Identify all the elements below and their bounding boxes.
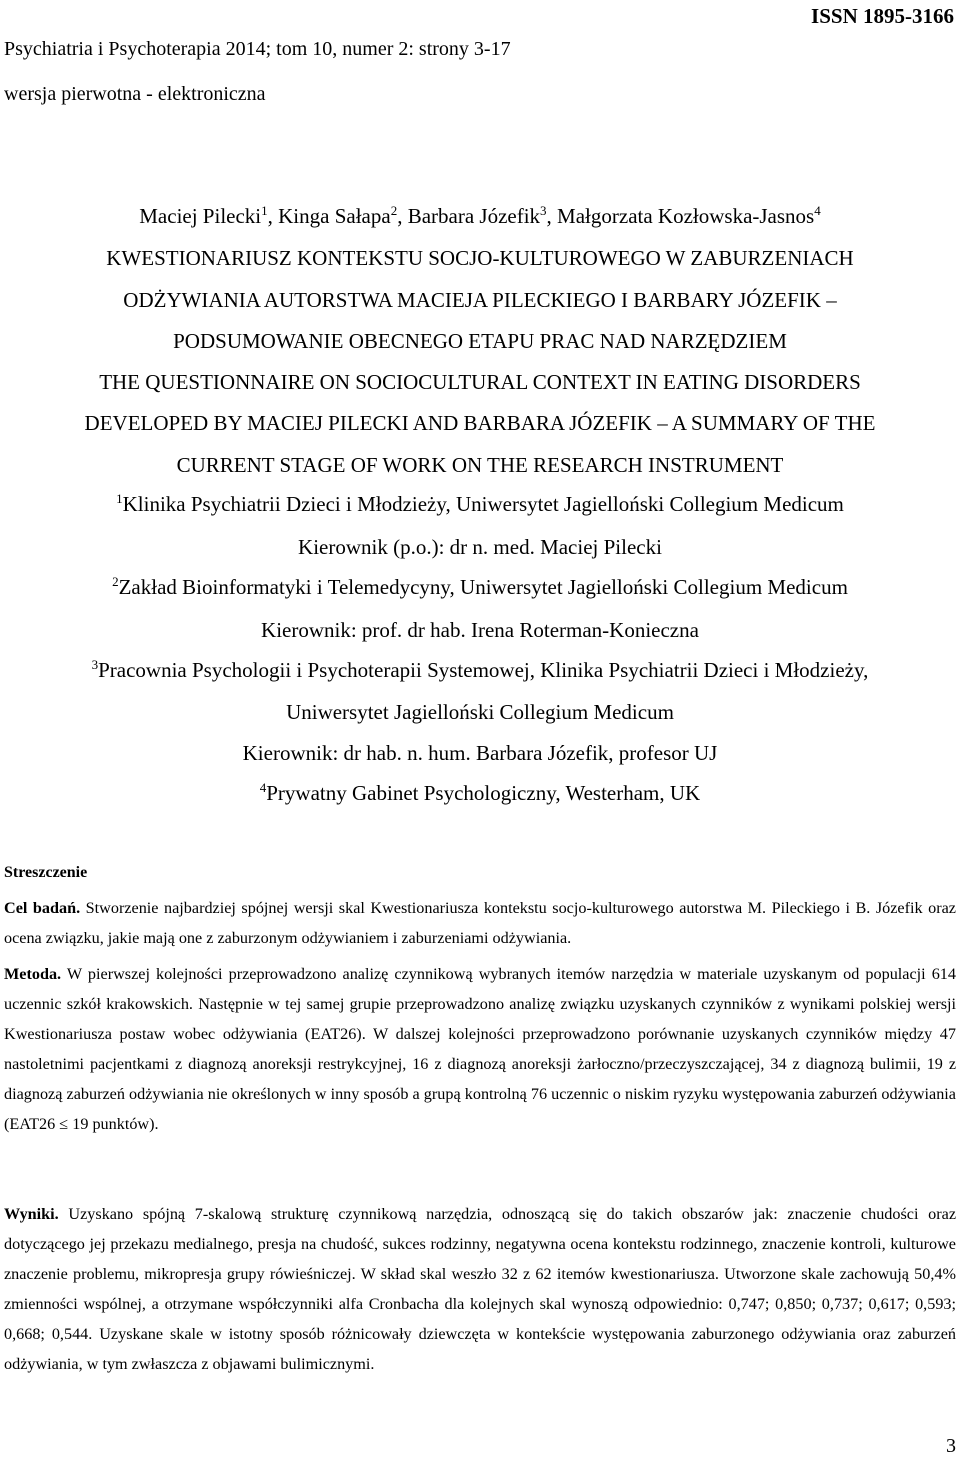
affiliation-3-cont: Uniwersytet Jagielloński Collegium Medicum	[286, 700, 674, 724]
author: Maciej Pilecki	[139, 204, 262, 228]
author-affiliation-sup: 2	[390, 203, 398, 218]
author-list: Maciej Pilecki$^1$, Kinga Sałapa$^2$, Barbara Józefik$^3$, Małgorzata Kozłowska-Jasnos$^4$	[139, 203, 821, 228]
issn-label: ISSN 1895-3166	[811, 4, 954, 28]
title-pl-line: PODSUMOWANIE OBECNEGO ETAPU PRAC NAD NARZĘDZIEM	[173, 329, 787, 353]
title-pl-line: ODŻYWIANIA AUTORSTWA MACIEJA PILECKIEGO I BARBARY JÓZEFIK –	[123, 288, 837, 312]
author: Małgorzata Kozłowska-Jasnos	[557, 204, 815, 228]
abstract-results: Wyniki. Uzyskano spójną 7-skalową strukturę czynnikową narzędzia, odnoszącą się do takich obszarów jak: znaczenie chudości oraz dotyczącego jej przekazu medialnego, presja na chudość, sukces rodzinny, negatywna ocena kontekstu rodzinnego, znaczenie kontroli, kulturowe znaczenie problemu, mikropresja grupy rówieśniczej. W skład skal weszło 32 z 62 itemów kwestionariusza. Utworzone skale zachowują 50,4% zmienności wspólnej, a otrzymane współczynniki alfa Cronbacha dla kolejnych skal wynoszą odpowiednio: 0,747; 0,850; 0,737; 0,617; 0,593; 0,668; 0,544. Uzyskane skale w istotny sposób różnicowały dziewczęta w kontekście występowania zaburzonego odżywiania oraz zaburzeń odżywiania, w tym zwłaszcza z objawami bulimicznymi.	[4, 1205, 956, 1373]
author-affiliation-sup: 4	[814, 203, 821, 218]
title-en-line: DEVELOPED BY MACIEJ PILECKI AND BARBARA JÓZEFIK – A SUMMARY OF THE	[84, 411, 876, 435]
journal-citation: Psychiatria i Psychoterapia 2014; tom 10, numer 2: strony 3-17	[4, 38, 511, 60]
results-label: Wyniki.	[4, 1205, 59, 1223]
title-en-line: CURRENT STAGE OF WORK ON THE RESEARCH INSTRUMENT	[176, 453, 784, 477]
affiliation-4: $^4$Prywatny Gabinet Psychologiczny, Westerham, UK	[259, 780, 701, 805]
affiliation-1: $^1$Klinika Psychiatrii Dzieci i Młodzieży, Uniwersytet Jagielloński Collegium Medicum	[116, 491, 844, 516]
page-number: 3	[946, 1435, 956, 1457]
author-affiliation-sup: 1	[261, 203, 268, 218]
affiliation-2: $^2$Zakład Bioinformatyki i Telemedycyny, Uniwersytet Jagielloński Collegium Medicum	[112, 574, 848, 599]
author-affiliation-sup: 3	[540, 203, 547, 218]
affiliation-3-head: Kierownik: dr hab. n. hum. Barbara Józefik, profesor UJ	[242, 741, 718, 765]
method-label: Metoda.	[4, 965, 62, 983]
affiliation-1-head: Kierownik (p.o.): dr n. med. Maciej Pilecki	[298, 535, 662, 559]
version-note: wersja pierwotna - elektroniczna	[4, 83, 266, 105]
aim-label: Cel badań.	[4, 899, 81, 917]
affiliation-3: $^3$Pracownia Psychologii i Psychoterapii Systemowej, Klinika Psychiatrii Dzieci i Młodzieży,	[91, 657, 869, 682]
author: Barbara Józefik	[407, 204, 541, 228]
abstract-heading: Streszczenie	[4, 864, 88, 881]
abstract-aim: Cel badań. Stworzenie najbardziej spójnej wersji skal Kwestionariusza kontekstu socjo-kulturowego autorstwa M. Pileckiego i B. Józefik oraz ocena związku, jakie mają one z zaburzonym odżywianiem i zaburzeniami odżywiania.	[4, 899, 956, 947]
affiliation-2-head: Kierownik: prof. dr hab. Irena Roterman-Konieczna	[261, 618, 699, 642]
title-pl-line: KWESTIONARIUSZ KONTEKSTU SOCJO-KULTUROWEGO W ZABURZENIACH	[106, 246, 854, 270]
title-en-line: THE QUESTIONNAIRE ON SOCIOCULTURAL CONTEXT IN EATING DISORDERS	[99, 370, 861, 394]
author: Kinga Sałapa	[278, 204, 391, 228]
abstract-method: Metoda. W pierwszej kolejności przeprowadzono analizę czynnikową wybranych itemów narzędzia w materiale uzyskanym od populacji 614 uczennic szkół krakowskich. Następnie w tej samej grupie przeprowadzono analizę związku uzyskanych czynników z wynikami polskiej wersji Kwestionariusza postaw wobec odżywiania (EAT26). W dalszej kolejności przeprowadzono porównanie uzyskanych czynników między 47 nastoletnimi pacjentkami z diagnozą anoreksji restrykcyjnej, 16 z diagnozą anoreksji żarłoczno/przeczyszczającej, 34 z diagnozą bulimii, 19 z diagnozą zaburzeń odżywiania nie określonych w inny sposób a grupą kontrolną 76 uczennic o niskim ryzyku występowania zaburzeń odżywiania (EAT26 ≤ 19 punktów).	[4, 965, 956, 1133]
